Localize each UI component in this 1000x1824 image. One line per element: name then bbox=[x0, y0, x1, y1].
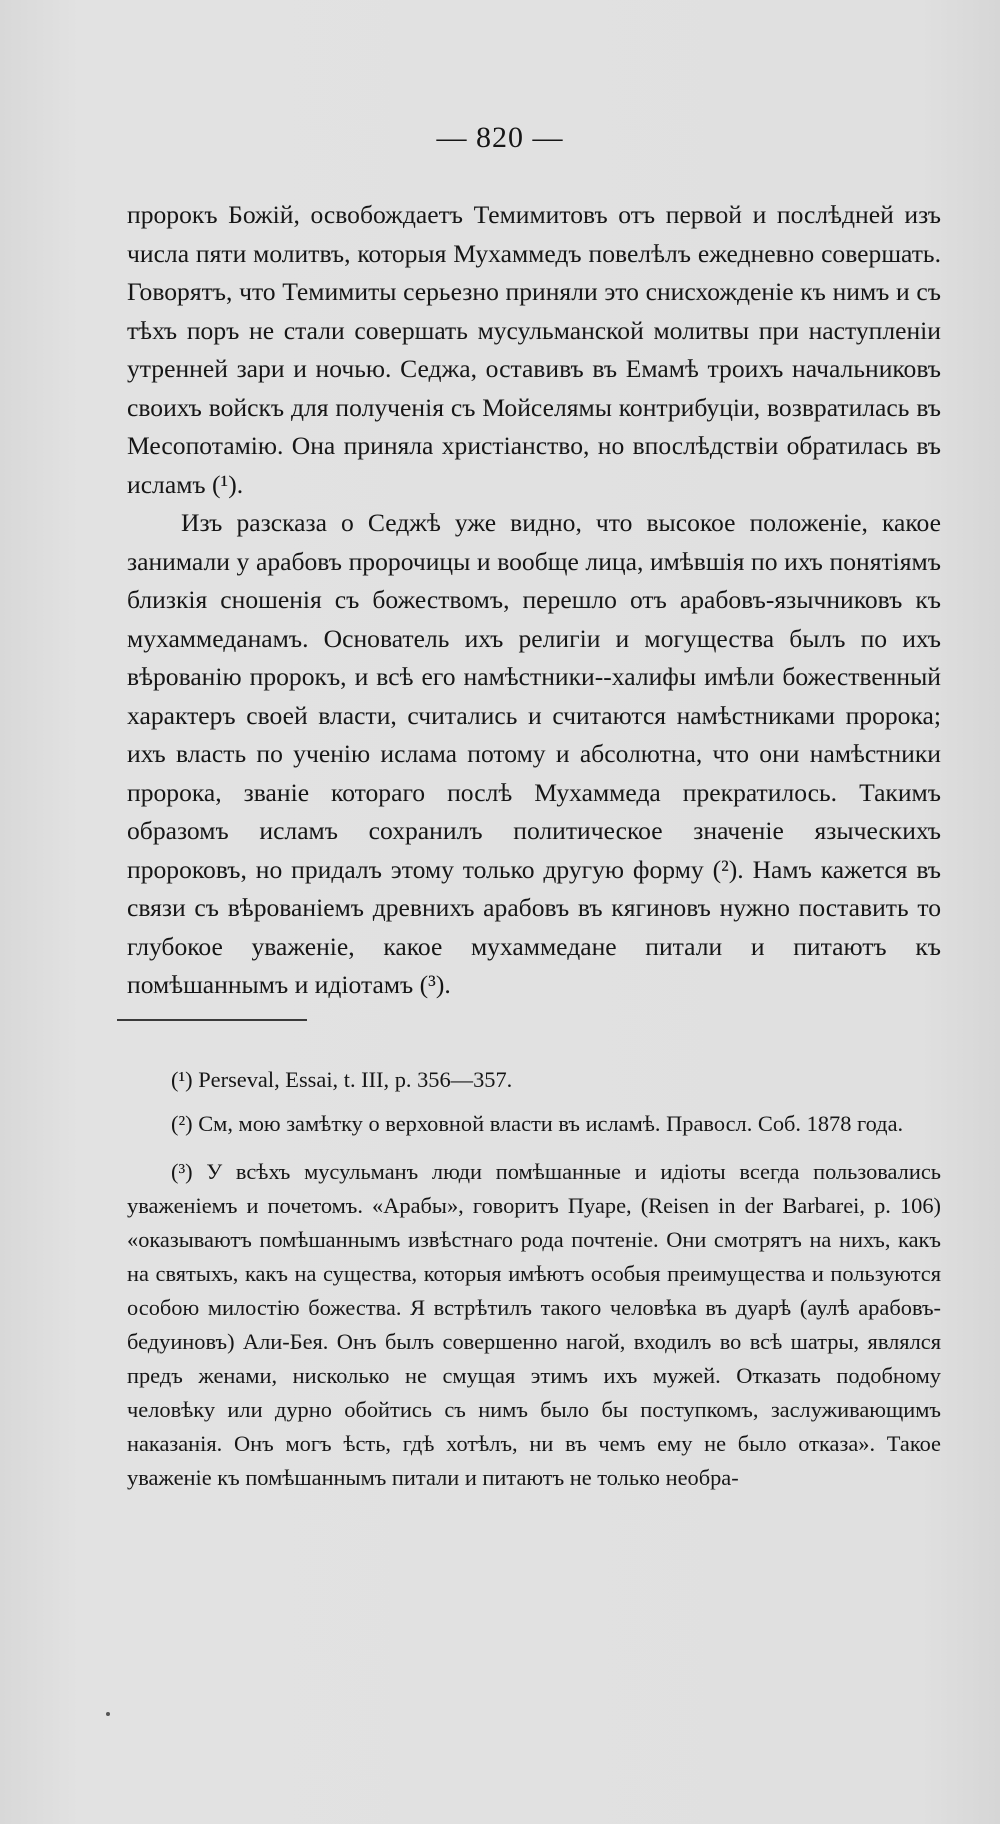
footnote-1: (¹) Perseval, Essai, t. III, p. 356—357. bbox=[171, 1067, 513, 1092]
paper-speck bbox=[106, 1712, 110, 1716]
footnotes bbox=[127, 1063, 941, 1495]
paragraph: пророкъ Божій, освобождаетъ Темимитовъ отъ первой и послѣдней изъ числа пяти молитвъ, которыя Мухаммедъ повелѣлъ ежедневно совершать. Говорятъ, что Темимиты серьезно приняли это снисхожденіе къ нимъ и съ тѣхъ поръ не стали совершать мусульманской молитвы при наступленіи утренней зари и ночью. Седжа, оставивъ въ Емамѣ троихъ начальниковъ своихъ войскъ для полученія съ Мойселямы контрибуціи, возвратилась въ Месопотамію. Она приняла христіанство, но впослѣдствіи обратилась въ исламъ (¹). bbox=[127, 200, 941, 499]
footnote-2: (²) См, мою замѣтку о верховной власти въ исламѣ. Правосл. Соб. 1878 года. bbox=[171, 1111, 904, 1136]
footnote-divider bbox=[117, 1019, 307, 1021]
paragraph: Изъ разсказа о Седжѣ уже видно, что высокое положеніе, какое занимали у арабовъ пророчицы и вообще лица, имѣвшія по ихъ понятіямъ близкія сношенія съ божествомъ, перешло отъ арабовъ-язычниковъ къ мухаммеданамъ. Основатель ихъ религіи и могущества былъ по ихъ вѣрованію пророкъ, и всѣ его намѣстники--халифы имѣли божественный характеръ своей власти, считались и считаются намѣстниками пророка; ихъ власть по ученію ислама потому и абсолютна, что они намѣстники пророка, званіе котораго послѣ Мухаммеда прекратилось. Такимъ образомъ исламъ сохранилъ политическое значеніе языческихъ пророковъ, но придалъ этому только другую форму (²). Намъ кажется въ связи съ вѣрованіемъ древнихъ арабовъ въ кягиновъ нужно поставить то глубокое уваженіе, какое мухаммедане питали и питаютъ къ помѣшаннымъ и идіотамъ (³). bbox=[127, 508, 941, 999]
main-text bbox=[127, 196, 941, 1005]
footnote-3: (³) У всѣхъ мусульманъ люди помѣшанные и идіоты всегда пользовались уваженіемъ и почетомъ. «Арабы», говоритъ Пуаре, (Reisen in der Barbarei, p. 106) «оказываютъ помѣшаннымъ извѣстнаго рода почтеніе. Они смотрятъ на нихъ, какъ на святыхъ, какъ на существа, которыя имѣютъ особыя преимущества и пользуются особою милостію божества. Я встрѣтилъ такого человѣка въ дуарѣ (аулѣ арабовъ-бедуиновъ) Али-Бея. Онъ былъ совершенно нагой, входилъ во всѣ шатры, являлся предъ женами, нисколько не смущая этимъ ихъ мужей. Отказать подобному человѣку или дурно обойтись съ нимъ было бы поступкомъ, заслуживающимъ наказанія. Онъ могъ ѣсть, гдѣ хотѣлъ, ни въ чемъ ему не было отказа». Такое уваженіе къ помѣшаннымъ питали и питаютъ не только необра- bbox=[127, 1159, 941, 1490]
page-number: — 820 — bbox=[436, 121, 564, 154]
